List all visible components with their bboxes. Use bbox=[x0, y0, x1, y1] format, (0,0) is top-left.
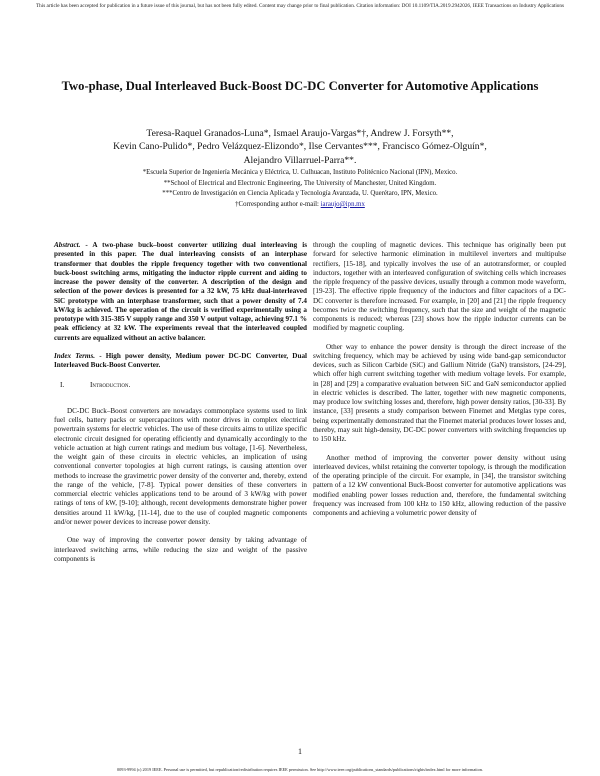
left-column bbox=[54, 241, 307, 573]
index-terms-heading: Index Terms. bbox=[54, 351, 96, 360]
copyright-footer: 0093-9994 (c) 2019 IEEE. Personal use is permitted, but republication/redistribution requires IEEE permission. See http://www.ieee.org/publications_standards/publications/rights/index.html for more information. bbox=[117, 767, 483, 772]
paragraph: Other way to enhance the power density is through the direct increase of the switching frequency, which may be achieved by using wide band-gap semiconductor devices, such as Silicon Carbide (SiC) and Gallium Nitride (GaN) transistors, [24-29], which offer high current switching together with medium voltage levels. For example, in [28] and [29] a comparative evaluation between SiC and GaN semiconductor applied in electric vehicles is described. The latter, together with new magnetic components, may produce low switching losses and, therefore, high power density ratios, [30-33]. By instance, [33] presents a study comparison between Finemet and Metglas type cores, being experimentally demonstrated that the Finemet material produces lower losses and, thereby, may suit high-density, DC-DC power converters with switching frequencies up to 150 kHz. bbox=[313, 342, 566, 444]
index-terms-text: - High power density, Medium power DC-DC Converter, Dual Interleaved Buck-Boost Converter. bbox=[54, 351, 307, 370]
author-line: Kevin Cano-Pulido*, Pedro Velázquez-Elizondo*, Ilse Cervantes***, Francisco Gómez-Olguín*, bbox=[113, 141, 487, 153]
paragraph: Another method of improving the converter power density without using interleaved devices, whilst retaining the converter topology, is through the modification of the operating principle of the circuit. For example, in [34], the transistor switching pattern of a 12 kW conventional Buck-Boost converter for automotive applications was modified enabling power losses reduction and, therefore, the fundamental switching frequency was increased from 100 kHz to 150 kHz, allowing reduction of the passive components and achieving a volumetric power density of bbox=[313, 453, 566, 518]
affiliation: *Escuela Superior de Ingeniería Mecánica y Eléctrica, U. Culhuacan, Instituto Politécnico Nacional (IPN), Mexico. bbox=[142, 169, 458, 176]
author-line: Teresa-Raquel Granados-Luna*, Ismael Araujo-Vargas*†, Andrew J. Forsyth**, bbox=[146, 128, 454, 139]
index-terms bbox=[54, 352, 307, 371]
section-heading bbox=[54, 380, 307, 389]
paragraph: through the coupling of magnetic devices. This technique has originally been put forward for selective harmonic elimination in multilevel inverters and multipulse rectifiers, [15-18], and typically involves the use of an autotransformer, or coupled inductors, together with an interleaved configuration of switching cells which increases the ripple frequency of the passive devices, usually through a common mode waveform, [19-23]. The effective ripple frequency of the inductors and filter capacitors of a DC-DC converter is therefore increased. For example, in [20] and [21] the ripple frequency becomes twice the switching frequency, such that the size and weight of the magnetic components is reduced; whereas [23] shows how the ripple inductor currents can be modified by magnetic coupling. bbox=[313, 241, 566, 333]
paragraph: DC-DC Buck–Boost converters are nowadays commonplace systems used to link fuel cells, battery packs or supercapacitors with motor drives in complex electrical powertrain systems for electric vehicles. The use of these circuits aims to utilize specific electronic circuit designed for operating efficiently and dynamically accordingly to the vehicle actuation at high current ratings and medium bus voltage, [1-6]. Nevertheless, the weight gain of these circuits in electric vehicles, an implication of using conventional converter topologies at high current ratings, is causing attention over methods to increase the gravimetric power density of the converter and, thereby, extend the range of the vehicle, [7-8]. Typical power densities of these converters in commercial electric vehicles applications tend to be around of 3 kW/kg with power ratings of tens of kW, [9-10]; although, recent developments demonstrate higher power densities around 11 kW/kg, [11-14], due to the use of coupled magnetic components and/or newer power devices to increase power density. bbox=[54, 406, 307, 526]
abstract bbox=[54, 241, 307, 343]
abstract-heading: Abstract. bbox=[54, 241, 81, 249]
author-line: Alejandro Villarruel-Parra**. bbox=[243, 154, 357, 166]
corresponding-author bbox=[60, 200, 540, 211]
section-title: Introduction. bbox=[90, 379, 131, 389]
paper-title: Two-phase, Dual Interleaved Buck-Boost DC-DC Converter for Automotive Applications bbox=[61, 79, 539, 93]
page-number: 1 bbox=[298, 747, 302, 756]
author-email-link[interactable]: iaraujo@ipn.mx bbox=[320, 200, 365, 208]
section-number: I. bbox=[60, 379, 65, 389]
right-column bbox=[313, 241, 566, 528]
publication-notice: This article has been accepted for publication in a future issue of this journal, but has not been fully edited. Content may change prior to final publication. Citation information: DOI 10.1109/TIA.2019.2942026, IEEE Transactions on Industry Applications bbox=[36, 3, 564, 9]
abstract-text: - A two-phase buck–boost converter utilizing dual interleaving is presented in this paper. The dual interleaving consists of an interphase transformer that doubles the ripple frequency together with two conventional buck-boost switching arms, mitigating the inductor ripple current and aiding to increase the power density of the converter. A description of the design and selection of the power devices is presented for a 32 kW, 75 kHz dual-interleaved SiC prototype with an interphase transformer, such that a power density of 7.4 kW/kg is achieved. The operation of the circuit is verified experimentally using a prototype with 315-385 V supply range and 350 V output voltage, achieving 97.1 % peak efficiency at 32 kW. The experiments reveal that the interleaved coupled currents are equalized without an active balancer. bbox=[54, 241, 307, 342]
affiliation: ***Centro de Investigación en Ciencia Aplicada y Tecnología Avanzada, U. Querétaro, IPN, Mexico. bbox=[162, 190, 438, 198]
corresponding-label: †Corresponding author e-mail: bbox=[235, 200, 321, 208]
affiliations bbox=[60, 168, 540, 210]
paragraph: One way of improving the converter power density by taking advantage of interleaved switching arms, while reducing the size and weight of the passive components is bbox=[54, 536, 307, 563]
affiliation: **School of Electrical and Electronic Engineering, The University of Manchester, United Kingdom. bbox=[163, 179, 437, 187]
author-list bbox=[40, 127, 560, 167]
